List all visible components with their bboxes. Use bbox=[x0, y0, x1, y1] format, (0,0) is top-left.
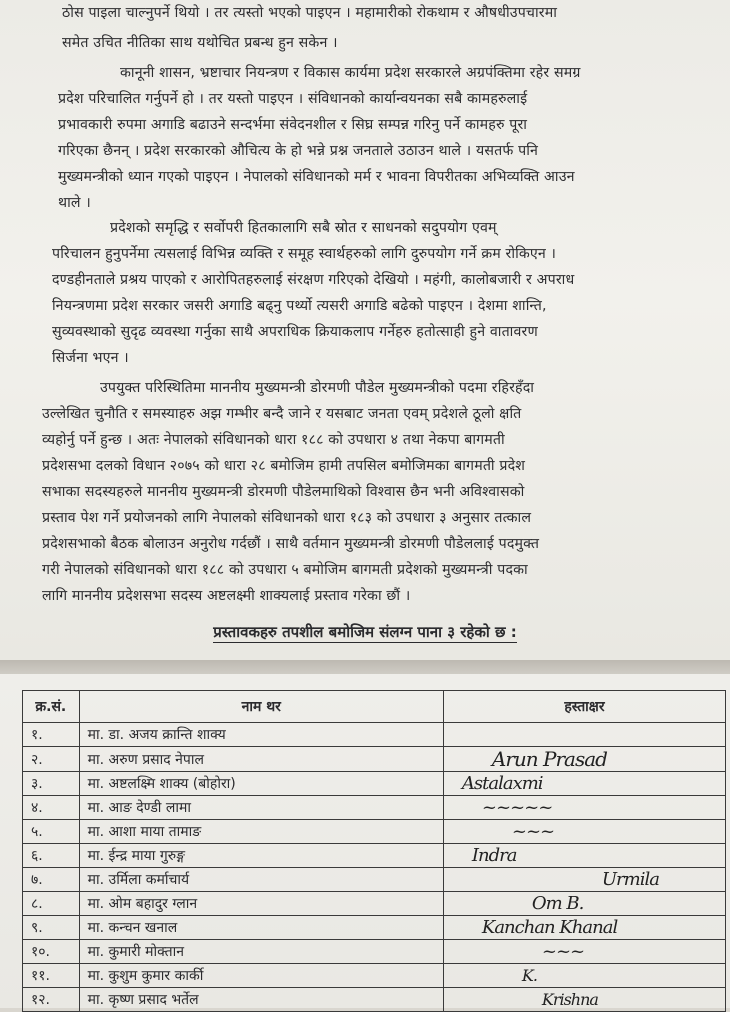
signature-cell bbox=[443, 940, 725, 964]
text-line: मुख्यमन्त्रीको ध्यान गएको पाइएन । नेपालको संविधानको मर्म र भावना विपरीतका अभिव्यक्ति आउन bbox=[58, 169, 575, 185]
handwritten-signature: Om B. bbox=[531, 893, 584, 914]
member-name-cell: मा. अरुण प्रसाद नेपाल bbox=[79, 747, 443, 772]
member-name-cell: मा. डा. अजय क्रान्ति शाक्य bbox=[79, 723, 443, 747]
serial-number-cell: ५. bbox=[23, 820, 80, 844]
text-line: नियन्त्रणमा प्रदेश सरकार जसरी अगाडि बढ्नु पर्थ्यो त्यसरी अगाडि बढेको पाइएन । देशमा शान्ति, bbox=[52, 298, 547, 314]
member-name-cell: मा. उर्मिला कर्माचार्य bbox=[79, 868, 443, 892]
paragraph-1 bbox=[0, 0, 730, 56]
member-name-cell: मा. कुमारी मोक्तान bbox=[79, 940, 443, 964]
member-name-cell: मा. अष्टलक्ष्मि शाक्य (बोहोरा) bbox=[79, 772, 443, 796]
serial-number-cell: ४. bbox=[23, 796, 80, 820]
table-row bbox=[23, 747, 726, 772]
paragraph-3 bbox=[0, 215, 730, 371]
signature-cell bbox=[443, 844, 725, 868]
handwritten-signature: Indra bbox=[471, 845, 517, 866]
text-line: ठोस पाइला चाल्नुपर्ने थियो । तर त्यस्तो भएको पाइएन । महामारीको रोकथाम र औषधीउपचारमा bbox=[62, 5, 558, 21]
text-line: प्रदेशसभा दलको विधान २०७५ को धारा २८ बमोजिम हामी तपसिल बमोजिमका बागमती प्रदेश bbox=[42, 458, 526, 474]
handwritten-signature: ~~~ bbox=[541, 941, 585, 962]
table-row bbox=[23, 772, 726, 796]
table-row bbox=[23, 964, 726, 988]
text-line: प्रभावकारी रुपमा अगाडि बढाउने सन्दर्भमा संवेदनशील र सिघ्र सम्पन्न गरिनु पर्ने कामहरु पूरा bbox=[58, 117, 528, 133]
table-row bbox=[23, 868, 726, 892]
serial-number-cell: ३. bbox=[23, 772, 80, 796]
signature-cell bbox=[443, 723, 725, 747]
member-name-cell: मा. कृष्ण प्रसाद भर्तेल bbox=[79, 988, 443, 1012]
text-line: व्यहोर्नु पर्ने हुन्छ । अतः नेपालको संविधानको धारा १८८ को उपधारा ४ तथा नेकपा बागमती bbox=[42, 432, 505, 448]
member-name-cell: मा. आङ देण्डी लामा bbox=[79, 796, 443, 820]
page-gap bbox=[0, 660, 730, 674]
text-line: दण्डहीनताले प्रश्रय पाएको र आरोपितहरुलाई संरक्षण गरिएको देखियो । महंगी, कालोबजारी र अपराध bbox=[52, 272, 575, 288]
member-name-cell: मा. आशा माया तामाङ bbox=[79, 820, 443, 844]
table-row bbox=[23, 723, 726, 747]
handwritten-signature: ~~~ bbox=[511, 821, 555, 842]
text-line: प्रदेशसभाको बैठक बोलाउन अनुरोध गर्दछौं । साथै वर्तमान मुख्यमन्त्री डोरमणी पौडेललाई पदमुक्त bbox=[42, 536, 540, 552]
handwritten-signature: ~~~~~ bbox=[481, 797, 553, 818]
column-header-signature: हस्ताक्षर bbox=[443, 691, 725, 723]
text-line: थाले । bbox=[58, 195, 91, 211]
paragraph-4 bbox=[0, 375, 730, 609]
member-name-cell: मा. ईन्द्र माया गुरुङ्ग bbox=[79, 844, 443, 868]
handwritten-signature: Kanchan Khanal bbox=[481, 917, 618, 938]
table-row bbox=[23, 820, 726, 844]
text-line: प्रस्ताव पेश गर्ने प्रयोजनको लागि नेपालको संविधानको धारा १८३ को उपधारा ३ अनुसार तत्काल bbox=[42, 510, 532, 526]
text-line: प्रदेश परिचालित गर्नुपर्ने हो । तर यस्तो पाइएन । संविधानको कार्यान्वयनका सबै कामहरुलाई bbox=[58, 91, 528, 107]
table-row bbox=[23, 892, 726, 916]
text-line: उपयुक्त परिस्थितिमा माननीय मुख्यमन्त्री डोरमणी पौडेल मुख्यमन्त्रीको पदमा रहिरहँदा bbox=[100, 380, 535, 396]
text-line: गरी नेपालको संविधानको धारा १८८ को उपधारा ५ बमोजिम बागमती प्रदेशको मुख्यमन्त्री पदका bbox=[42, 562, 528, 578]
text-line: प्रदेशको समृद्धि र सर्वोपरी हितकालागि सबै स्रोत र साधनको सदुपयोग एवम् bbox=[110, 220, 497, 236]
serial-number-cell: ९. bbox=[23, 916, 80, 940]
table-row bbox=[23, 796, 726, 820]
text-line: उल्लेखित चुनौति र समस्याहरु अझ गम्भीर बन्दै जाने र यसबाट जनता एवम् प्रदेशले ठूलो क्षति bbox=[42, 406, 522, 422]
table-body bbox=[23, 723, 726, 1012]
handwritten-signature: K. bbox=[521, 966, 537, 985]
text-line: कानूनी शासन, भ्रष्टाचार नियन्त्रण र विकास कार्यमा प्रदेश सरकारले अग्रपंक्तिमा रहेर समग्र bbox=[120, 65, 581, 81]
text-line: गरिएका छैनन् । प्रदेश सरकारको औचित्य के हो भन्ने प्रश्न जनताले उठाउन थाले । यसतर्फ पनि bbox=[58, 143, 539, 159]
proposers-heading bbox=[0, 622, 730, 642]
text-line: परिचालन हुनुपर्नेमा त्यसलाई विभिन्न व्यक्ति र समूह स्वार्थहरुको लागि दुरुपयोग गर्ने क्रम रोकिएन । bbox=[52, 246, 557, 262]
serial-number-cell: १२. bbox=[23, 988, 80, 1012]
handwritten-signature: Arun Prasad bbox=[491, 747, 607, 771]
signature-cell bbox=[443, 747, 725, 772]
text-line: सुव्यवस्थाको सुदृढ व्यवस्था गर्नुका साथै अपराधिक क्रियाकलाप गर्नेहरु हतोत्साही हुने वातावरण bbox=[52, 324, 538, 340]
serial-number-cell: ७. bbox=[23, 868, 80, 892]
table-header-row bbox=[23, 691, 726, 723]
handwritten-signature: Urmila bbox=[601, 869, 659, 890]
signature-cell bbox=[443, 868, 725, 892]
signature-cell bbox=[443, 916, 725, 940]
heading-text: प्रस्तावकहरु तपशील बमोजिम संलग्न पाना ३ रहेको छ : bbox=[213, 623, 517, 641]
text-line: लागि माननीय प्रदेशसभा सदस्य अष्टलक्ष्मी शाक्यलाई प्रस्ताव गरेका छौं । bbox=[42, 588, 411, 604]
serial-number-cell: १. bbox=[23, 723, 80, 747]
signature-cell bbox=[443, 964, 725, 988]
member-name-cell: मा. ओम बहादुर ग्लान bbox=[79, 892, 443, 916]
column-header-name: नाम थर bbox=[79, 691, 443, 723]
handwritten-signature: Krishna bbox=[541, 990, 598, 1009]
serial-number-cell: २. bbox=[23, 747, 80, 772]
column-header-serial: क्र.सं. bbox=[23, 691, 80, 723]
table-row bbox=[23, 916, 726, 940]
serial-number-cell: ११. bbox=[23, 964, 80, 988]
text-line: सिर्जना भएन । bbox=[52, 350, 129, 366]
serial-number-cell: ६. bbox=[23, 844, 80, 868]
table-row bbox=[23, 844, 726, 868]
signature-cell bbox=[443, 796, 725, 820]
member-name-cell: मा. कन्चन खनाल bbox=[79, 916, 443, 940]
table-row bbox=[23, 940, 726, 964]
signature-table bbox=[22, 690, 726, 1012]
member-name-cell: मा. कुशुम कुमार कार्की bbox=[79, 964, 443, 988]
signature-cell bbox=[443, 892, 725, 916]
handwritten-signature: Astalaxmi bbox=[461, 773, 543, 794]
serial-number-cell: १०. bbox=[23, 940, 80, 964]
serial-number-cell: ८. bbox=[23, 892, 80, 916]
text-line: समेत उचित नीतिका साथ यथोचित प्रबन्ध हुन सकेन । bbox=[62, 35, 338, 51]
text-line: सभाका सदस्यहरुले माननीय मुख्यमन्त्री डोरमणी पौडेलमाथिको विश्वास छैन भनी अविश्वासको bbox=[42, 484, 525, 500]
paragraph-2 bbox=[0, 60, 730, 216]
signature-cell bbox=[443, 820, 725, 844]
signature-cell bbox=[443, 772, 725, 796]
